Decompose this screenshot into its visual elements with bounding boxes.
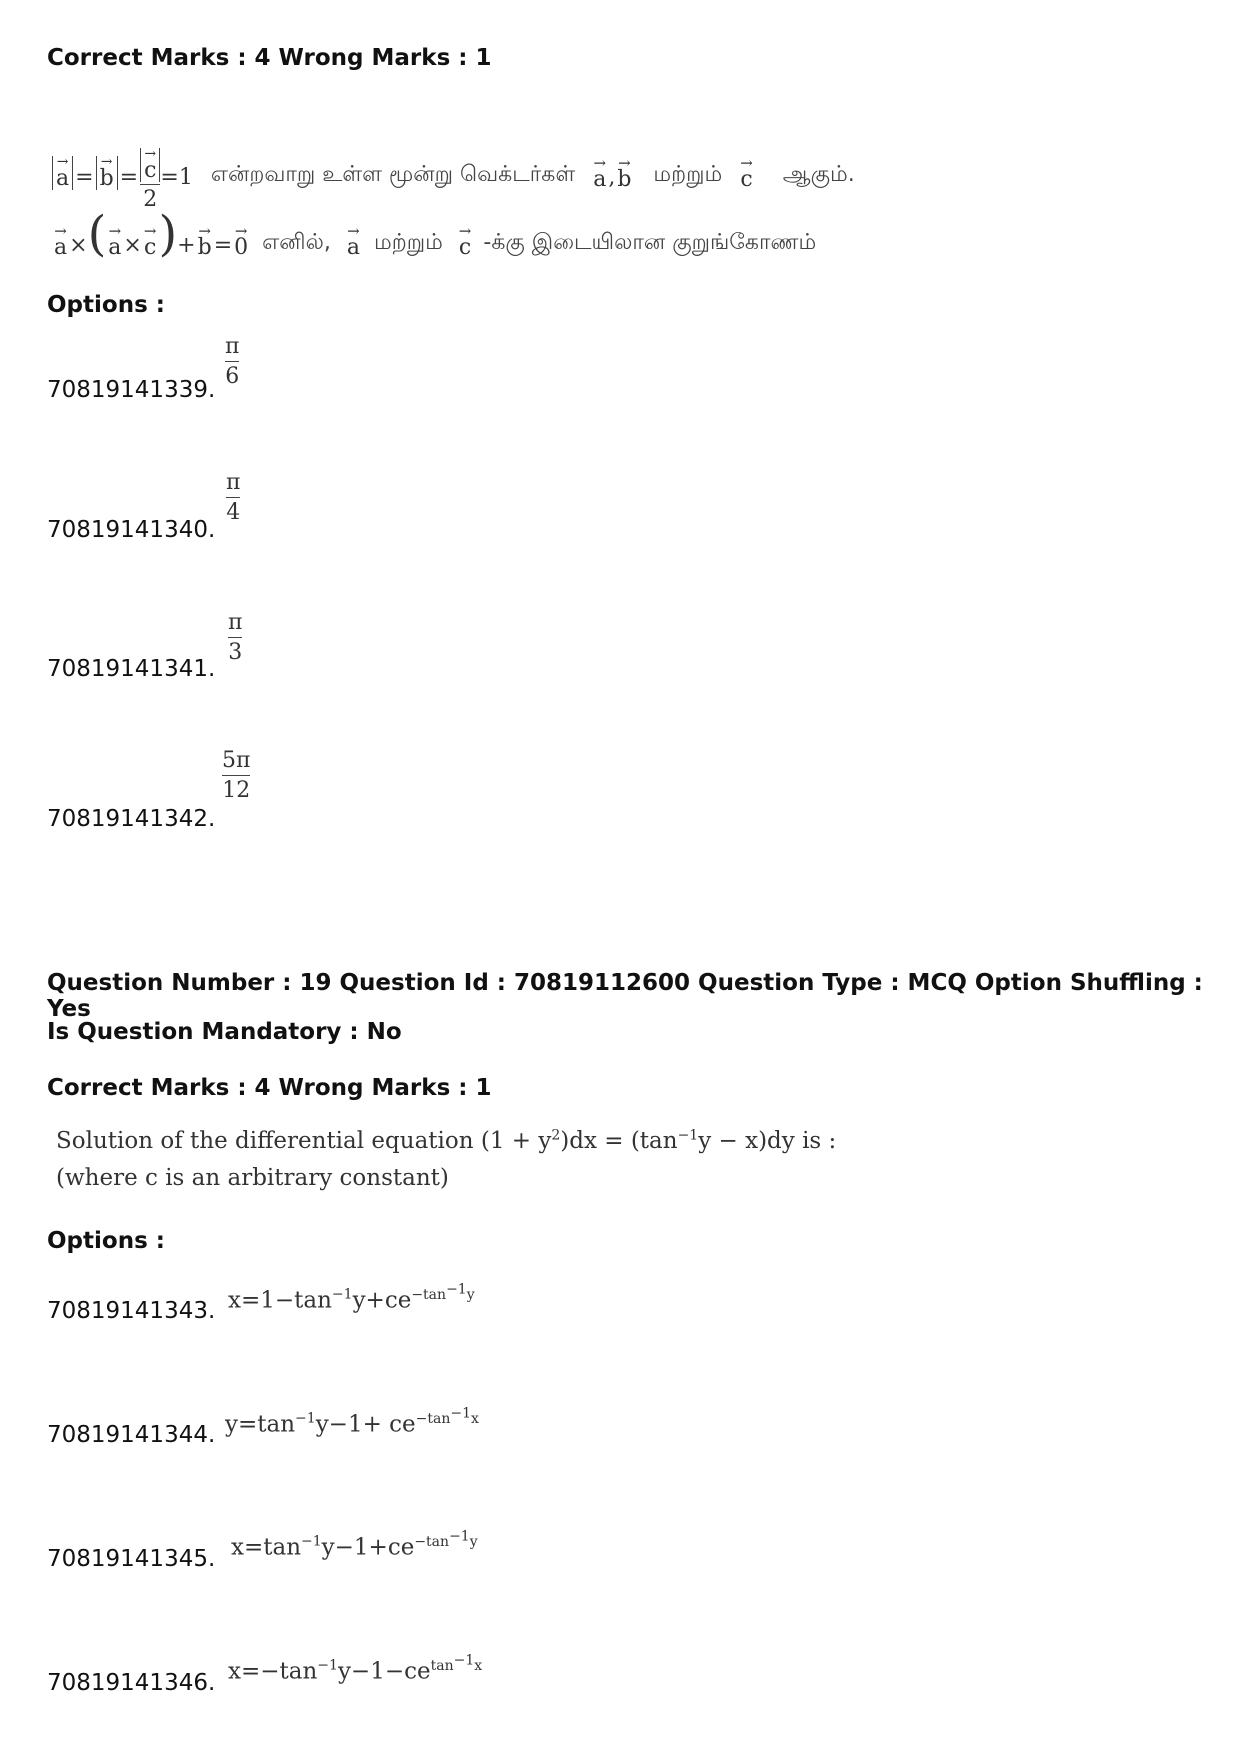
abs-a: → a <box>52 156 73 190</box>
times: × <box>69 233 88 258</box>
tamil-if: எனில், <box>262 230 331 255</box>
tamil-and-2: மற்றும் <box>374 230 443 255</box>
frac-c-over-2: → c 2 <box>140 148 160 212</box>
q18-marks: Correct Marks : 4 Wrong Marks : 1 <box>47 45 492 71</box>
equals: = <box>119 165 139 190</box>
tamil-text-1: என்றவாறு உள்ள மூன்று வெக்டர்கள் <box>210 162 576 187</box>
plus: + <box>177 233 196 258</box>
vec-a: → a <box>346 221 361 261</box>
vec-c: → c <box>740 153 753 193</box>
times: × <box>123 233 142 258</box>
option-fraction: 5π 12 <box>222 748 251 804</box>
tamil-end: ஆகும். <box>782 162 855 187</box>
q19-options-label: Options : <box>47 1228 165 1254</box>
option-id: 70819141342. <box>47 806 216 832</box>
one: 1 <box>178 165 193 190</box>
q18-statement-line1: → a = → b = → c 2 = 1 என்றவாறு உள்ள மூன்று வெக்டர்கள் → a , → b மற்றும் → c ஆகும். <box>52 100 855 190</box>
vec-a: → a <box>108 221 122 261</box>
option-fraction: π 6 <box>225 334 240 390</box>
option-id: 70819141345. <box>47 1546 216 1572</box>
option-expression: $x=\tan^{-1}y-1+ce^{-tan^{-1}y}$ <box>231 1528 478 1561</box>
vec-a: → a <box>593 153 607 193</box>
option-id: 70819141344. <box>47 1422 216 1448</box>
vec-a: → a <box>54 221 68 261</box>
q19-mandatory: Is Question Mandatory : No <box>47 1019 402 1045</box>
option-fraction: π 4 <box>226 470 241 526</box>
paren-close: ) <box>158 206 178 262</box>
q18-statement-line2: → a × ( → a × → c ) + → b = → 0 எனில், → a மற்றும் → c -க்கு இடையிலான குறுங்கோணம் <box>54 206 817 262</box>
vec-c: → c <box>458 221 472 261</box>
option-expression: $y=\tan^{-1}y-1+ ce^{-tan^{-1}x}$ <box>225 1405 479 1438</box>
option-expression: $x=1-\tan^{-1}y+ce^{-tan^{-1}y}$ <box>228 1281 475 1314</box>
vec-zero: → 0 <box>234 221 249 261</box>
q19-question-line2: (where c is an arbitrary constant) <box>56 1164 449 1191</box>
vec-c: → c <box>143 221 157 261</box>
paren-open: ( <box>87 206 107 262</box>
option-id: 70819141339. <box>47 377 216 403</box>
equals: = <box>75 165 94 190</box>
option-fraction: π 3 <box>228 610 243 666</box>
q19-question-line1: Solution of the differential equation $(1 + y^2)dx = (\tan^{-1}y - x)dy$ is : <box>56 1127 837 1154</box>
option-id: 70819141340. <box>47 517 216 543</box>
q19-header: Question Number : 19 Question Id : 70819112600 Question Type : MCQ Option Shuffling : Yes <box>47 970 1203 1022</box>
abs-b: → b <box>96 156 118 190</box>
option-id: 70819141341. <box>47 656 216 682</box>
tamil-and-1: மற்றும் <box>653 162 723 187</box>
q19-question <box>56 1123 836 1197</box>
option-id: 70819141346. <box>47 1670 216 1696</box>
equals: = <box>160 165 179 190</box>
option-id: 70819141343. <box>47 1298 216 1324</box>
option-expression: $x=-\tan^{-1}y-1-ce^{tan^{-1}x}$ <box>228 1652 483 1685</box>
vec-b: → b <box>617 153 632 193</box>
q18-options-label: Options : <box>47 292 165 318</box>
vec-b: → b <box>197 221 212 261</box>
tamil-tail: -க்கு இடையிலான குறுங்கோணம் <box>483 230 817 255</box>
q19-marks: Correct Marks : 4 Wrong Marks : 1 <box>47 1075 492 1101</box>
